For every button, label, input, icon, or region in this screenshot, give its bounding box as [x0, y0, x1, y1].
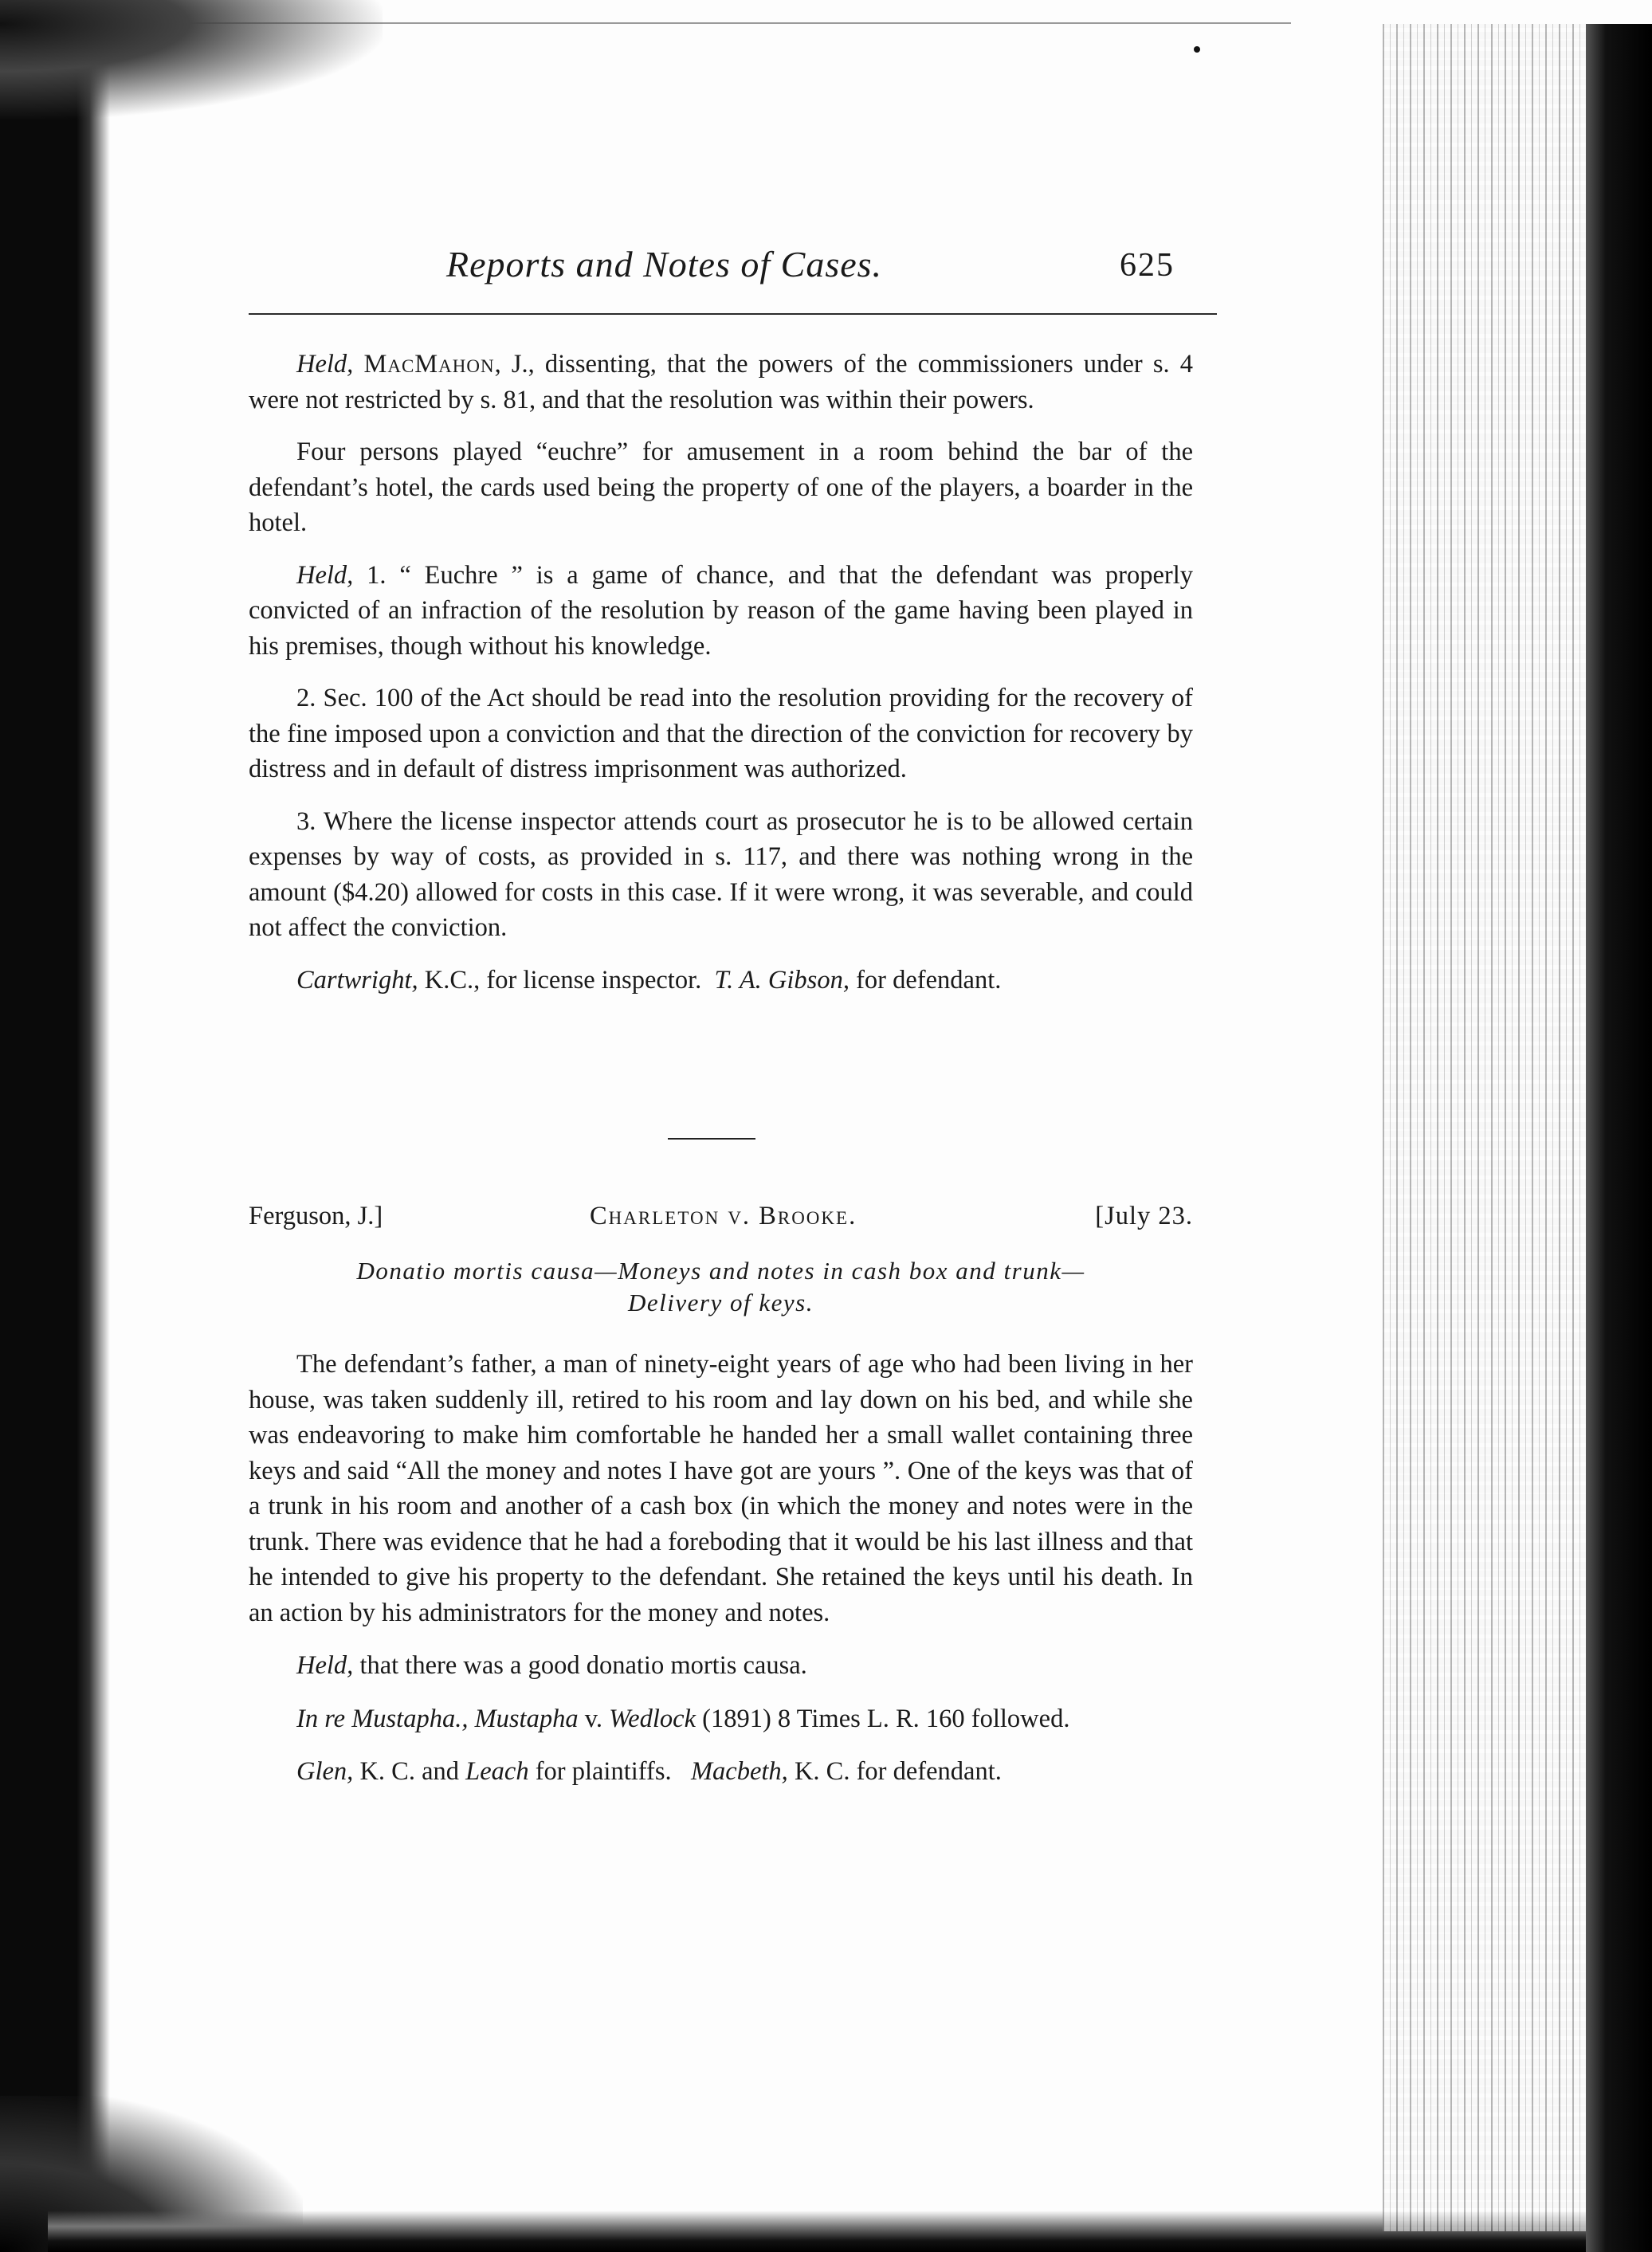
case-judge: Ferguson, J.] — [249, 1202, 383, 1230]
followed-v: v. — [578, 1704, 610, 1733]
counsel-2-role: for plaintiffs. — [528, 1757, 672, 1786]
followed-citation: (1891) 8 Times L. R. 160 followed. — [696, 1704, 1070, 1733]
held-text: that there was a good donatio mortis causa. — [353, 1651, 807, 1680]
case-facts-paragraph: The defendant’s father, a man of ninety-eight years of age who had been living in her house, was taken suddenly ill, retired to his room and lay down on his bed, and while she was endeavoring to make him comfortable he handed her a small wallet containing three keys and said “All the money and notes I have got are yours ”. One of the keys was that of a trunk in his room and another of a cash box (in which the money and notes were in the trunk. There was evidence that he had a foreboding that it would be his last illness and that he intended to give his property to the defendant. She retained the keys until his death. In an action by his administrators for the money and notes. — [249, 1350, 1193, 1627]
scan-bottom-shadow — [48, 2211, 1602, 2252]
scan-left-shadow — [0, 0, 112, 2252]
counsel-3-name: Macbeth, — [690, 1757, 788, 1786]
case-counsel-line — [249, 1754, 1193, 1790]
case-title: Charleton v. Brooke. — [590, 1202, 857, 1230]
counsel-1-name: Glen, — [296, 1757, 354, 1786]
running-header — [446, 243, 1243, 291]
scan-top-smudge — [0, 0, 383, 120]
counsel-line — [249, 963, 1193, 998]
running-title: Reports and Notes of Cases. — [446, 244, 883, 284]
case-heading — [249, 1202, 1193, 1238]
headnote-line-2: Delivery of keys. — [628, 1289, 814, 1316]
held-dissent-paragraph — [249, 347, 1193, 418]
counsel-1-mid: K. C. and — [353, 1757, 466, 1786]
followed-paragraph — [249, 1701, 1193, 1737]
facts-paragraph: Four persons played “euchre” for amusement in a room behind the bar of the defendant’s hotel, the cards used being the property of one of the players, a boarder in the hotel. — [249, 437, 1193, 537]
followed-party: Wedlock — [609, 1704, 696, 1733]
scan-speck — [1194, 46, 1200, 53]
followed-case-ref: In re Mustapha., Mustapha — [296, 1704, 579, 1733]
held-label: Held, — [296, 350, 354, 379]
judge-name: MacMahon — [363, 350, 495, 379]
held-2-paragraph: 2. Sec. 100 of the Act should be read into the resolution providing for the recovery of the fine imposed upon a conviction and that the direction of the conviction for recovery by distress and in default of distress imprisonment was authorized. — [249, 684, 1193, 783]
counsel-2-role: for defendant. — [849, 965, 1002, 995]
counsel-2-name: Leach — [465, 1757, 529, 1786]
counsel-3-role: K. C. for defendant. — [787, 1757, 1002, 1786]
held-3-paragraph: 3. Where the license inspector attends court as prosecutor he is to be allowed certain expenses by way of costs, as provided in s. 117, and there was nothing wrong in the amount ($4.20) allowed for costs in this case. If it were wrong, it was severable, and could not affect the conviction. — [249, 806, 1193, 942]
dissent-text: , J., dissenting, that the powers of the commissioners under s. 4 were not restricted by s. 81, and that the resolution was within their powers. — [249, 350, 1194, 414]
header-rule — [249, 313, 1217, 315]
counsel-1-name: Cartwright, — [296, 965, 418, 995]
case-separator-rule — [668, 1138, 755, 1140]
held-label: Held, — [296, 1651, 354, 1680]
case-headnote — [249, 1255, 1193, 1319]
scan-right-noise — [1383, 24, 1598, 2231]
held-label: Held, — [296, 560, 354, 590]
case-date: [July 23. — [1095, 1202, 1193, 1230]
first-case-body — [249, 347, 1193, 1014]
second-case-body — [249, 1347, 1193, 1807]
held-1-text: 1. “ Euchre ” is a game of chance, and that the defendant was properly convicted of an infraction of the resolution by reason of the game having been played in his premises, though without his knowledge. — [249, 560, 1193, 661]
page-number: 625 — [1120, 247, 1175, 284]
headnote-line-1: Donatio mortis causa—Moneys and notes in cash box and trunk— — [356, 1257, 1085, 1285]
counsel-2-name: T. A. Gibson, — [714, 965, 850, 995]
held-1-paragraph — [249, 558, 1193, 665]
scan-right-shadow — [1586, 24, 1652, 2252]
counsel-1-role: K.C., for license inspector. — [418, 965, 702, 995]
case-held-paragraph — [249, 1648, 1193, 1684]
